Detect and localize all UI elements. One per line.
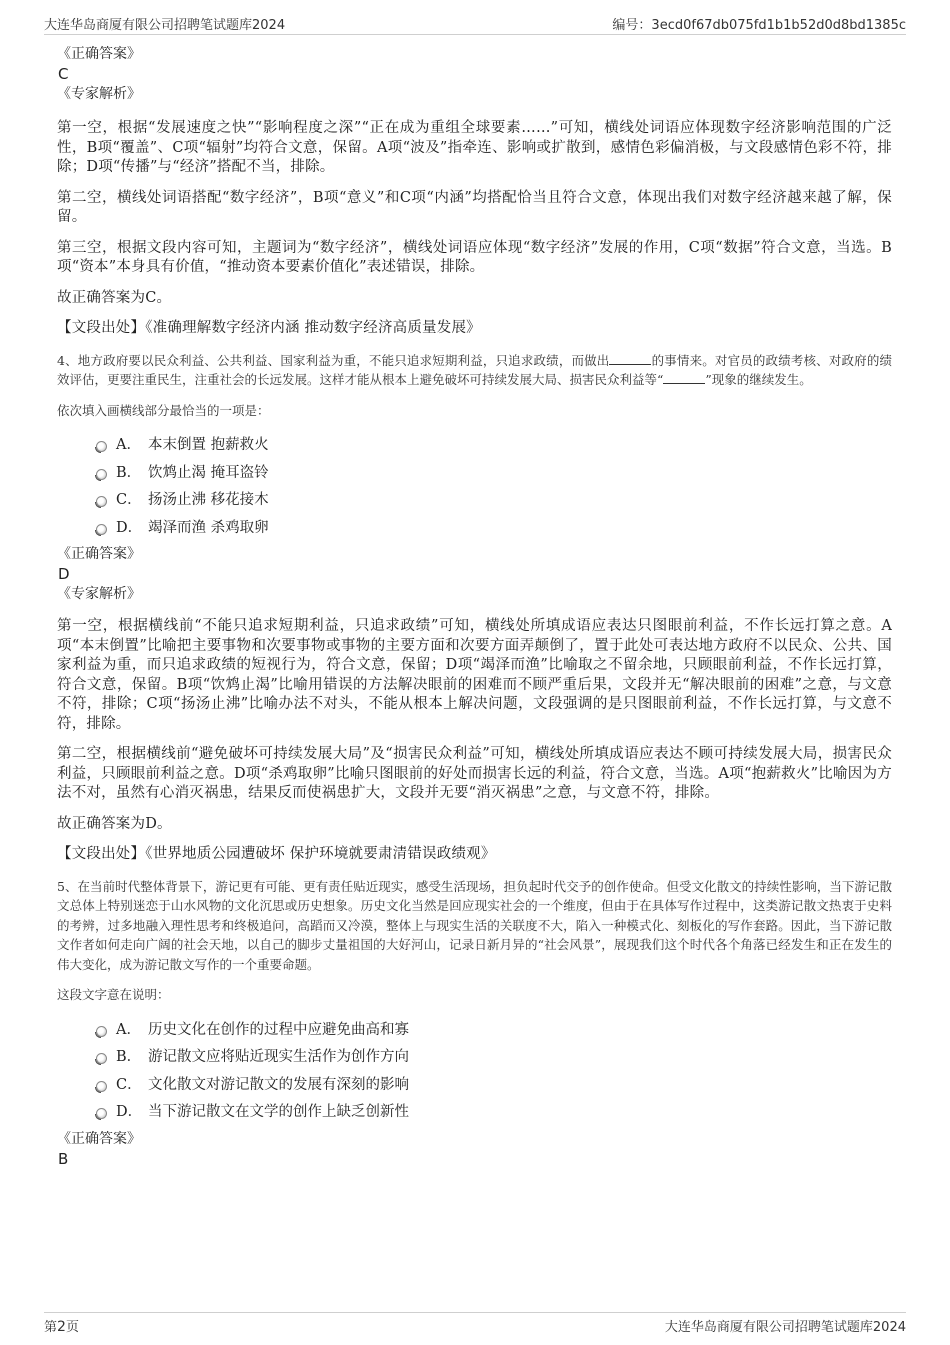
- q4-option-a[interactable]: A． 本末倒置 抱薪救火: [57, 432, 892, 460]
- q4-stem: 4、地方政府要以民众利益、公共利益、国家利益为重，不能只追求短期利益，只追求政绩，而做出 的事情来。对官员的政绩考核、对政府的绩效评估，更要注重民生，注重社会的长远发展。这样才能从根本上避免破坏可持续发展大局、损害民众利益等“ ”现象的继续发生。: [57, 352, 892, 387]
- radio-icon[interactable]: [96, 1053, 107, 1064]
- q3-analysis-label: 《专家解析》: [57, 86, 141, 102]
- q5-options: [57, 1017, 892, 1127]
- radio-icon[interactable]: [96, 1108, 107, 1119]
- radio-icon[interactable]: [96, 469, 107, 480]
- q4-blank-2: [663, 371, 705, 384]
- q5-option-a[interactable]: A． 历史文化在创作的过程中应避免曲高和寡: [57, 1017, 892, 1045]
- q4-option-c[interactable]: C． 扬汤止沸 移花接木: [57, 487, 892, 515]
- header-doc-id: 编号：3ecd0f67db075fd1b1b52d0d8bd1385c: [612, 18, 906, 33]
- q4-analysis-2: 第二空，根据横线前“避免破坏可持续发展大局”及“损害民众利益”可知，横线处所填成语应表达不顾可持续发展大局，损害民众利益，只顾眼前利益之意。D项“杀鸡取卵”比喻只图眼前的好处而损害长远的利益，符合文意，当选。A项“抱薪救火”比喻因为方法不对，虽然有心消灭祸患，结果反而使祸患扩大，文段并无要“消灭祸患”之意，与文意不符，排除。: [57, 746, 892, 801]
- page-content: [57, 44, 892, 1169]
- radio-icon[interactable]: [96, 1081, 107, 1092]
- q3-source: 【文段出处】《准确理解数字经济内涵 推动数字经济高质量发展》: [57, 320, 481, 336]
- radio-icon[interactable]: [96, 496, 107, 507]
- q4-source: 【文段出处】《世界地质公园遭破坏 保护环境就要肃清错误政绩观》: [57, 846, 496, 862]
- page-header: [44, 12, 906, 35]
- q3-analysis-2: 第二空，横线处词语搭配“数字经济”，B项“意义”和C项“内涵”均搭配恰当且符合文意，体现出我们对数字经济越来越了解，保留。: [57, 189, 892, 225]
- q3-answer-label: 《正确答案》: [57, 46, 141, 62]
- q5-stem: 5、在当前时代整体背景下，游记更有可能、更有责任贴近现实，感受生活现场，担负起时代交予的创作使命。但受文化散文的持续性影响，当下游记散文总体上特别迷恋于山水风物的文化沉思或历史想象。历史文化当然是回应现实社会的一个维度，但由于在具体写作过程中，这类游记散文热衷于史料的考辨，过多地融入理性思考和终极追问，高蹈而又冷漠，整体上与现实生活的关联度不大，陷入一种模式化、刻板化的写作套路。因此，当下游记散文作者如何走向广阔的社会天地，以自己的脚步丈量祖国的大好河山，记录日新月异的“社会风景”，展现我们这个时代各个角落已经发生和正在发生的伟大变化，成为游记散文写作的一个重要命题。: [57, 878, 892, 972]
- radio-icon[interactable]: [96, 1026, 107, 1037]
- q5-option-b[interactable]: B． 游记散文应将贴近现实生活作为创作方向: [57, 1044, 892, 1072]
- q4-option-b[interactable]: B． 饮鸩止渴 掩耳盗铃: [57, 460, 892, 488]
- q4-analysis-1: 第一空，根据横线前“不能只追求短期利益，只追求政绩”可知，横线处所填成语应表达只图眼前利益，不作长远打算之意。A项“本末倒置”比喻把主要事物和次要事物或事物的主要方面和次要方面弄颠倒了，置于此处可表达地方政府不以民众、公共、国家利益为重，而只追求政绩的短视行为，符合文意，保留；D项“竭泽而渔”比喻取之不留余地，只顾眼前利益，不作长远打算，符合文意，保留。B项“饮鸩止渴”比喻用错误的方法解决眼前的困难而不顾严重后果，文段并无“解决眼前的困难”之意，与文意不符，排除；C项“扬汤止沸”比喻办法不对头，不能从根本上解决问题，文段强调的是只图眼前利益，不作长远打算，与文意不符，排除。: [57, 618, 892, 732]
- page-number: 第2页: [44, 1319, 79, 1335]
- q5-answer: B: [58, 1149, 69, 1168]
- q4-prompt: 依次填入画横线部分最恰当的一项是：: [57, 402, 270, 418]
- q3-answer: C: [58, 65, 69, 83]
- q4-analysis-label: 《专家解析》: [57, 586, 141, 602]
- q4-options: [57, 432, 892, 542]
- radio-icon[interactable]: [96, 441, 107, 452]
- q5-prompt: 这段文字意在说明：: [57, 987, 170, 1002]
- q5-option-c[interactable]: C． 文化散文对游记散文的发展有深刻的影响: [57, 1072, 892, 1100]
- page-footer: [44, 1312, 906, 1335]
- q4-answer: D: [58, 565, 70, 583]
- q5-answer-label: 《正确答案》: [57, 1130, 141, 1147]
- q4-option-d[interactable]: D． 竭泽而渔 杀鸡取卵: [57, 515, 892, 543]
- q3-analysis-1: 第一空，根据“发展速度之快”“影响程度之深”“正在成为重组全球要素……”可知，横线处词语应体现数字经济影响范围的广泛性，B项“覆盖”、C项“辐射”均符合文意，保留。A项“波及”指牵连、影响或扩散到，感情色彩偏消极，与文段感情色彩不符，排除；D项“传播”与“经济”搭配不当，排除。: [57, 120, 892, 175]
- header-title: 大连华岛商厦有限公司招聘笔试题库2024: [44, 18, 286, 33]
- q3-analysis-3: 第三空，根据文段内容可知，主题词为“数字经济”，横线处词语应体现“数字经济”发展的作用，C项“数据”符合文意，当选。B项“资本”本身具有价值，“推动资本要素价值化”表述错误，排除。: [57, 239, 892, 275]
- q4-blank-1: [609, 352, 651, 365]
- q5-option-d[interactable]: D． 当下游记散文在文学的创作上缺乏创新性: [57, 1099, 892, 1127]
- q4-conclusion: 故正确答案为D。: [57, 815, 172, 832]
- q3-conclusion: 故正确答案为C。: [57, 289, 172, 306]
- radio-icon[interactable]: [96, 524, 107, 535]
- q4-answer-label: 《正确答案》: [57, 546, 141, 562]
- footer-title: 大连华岛商厦有限公司招聘笔试题库2024: [664, 1320, 906, 1335]
